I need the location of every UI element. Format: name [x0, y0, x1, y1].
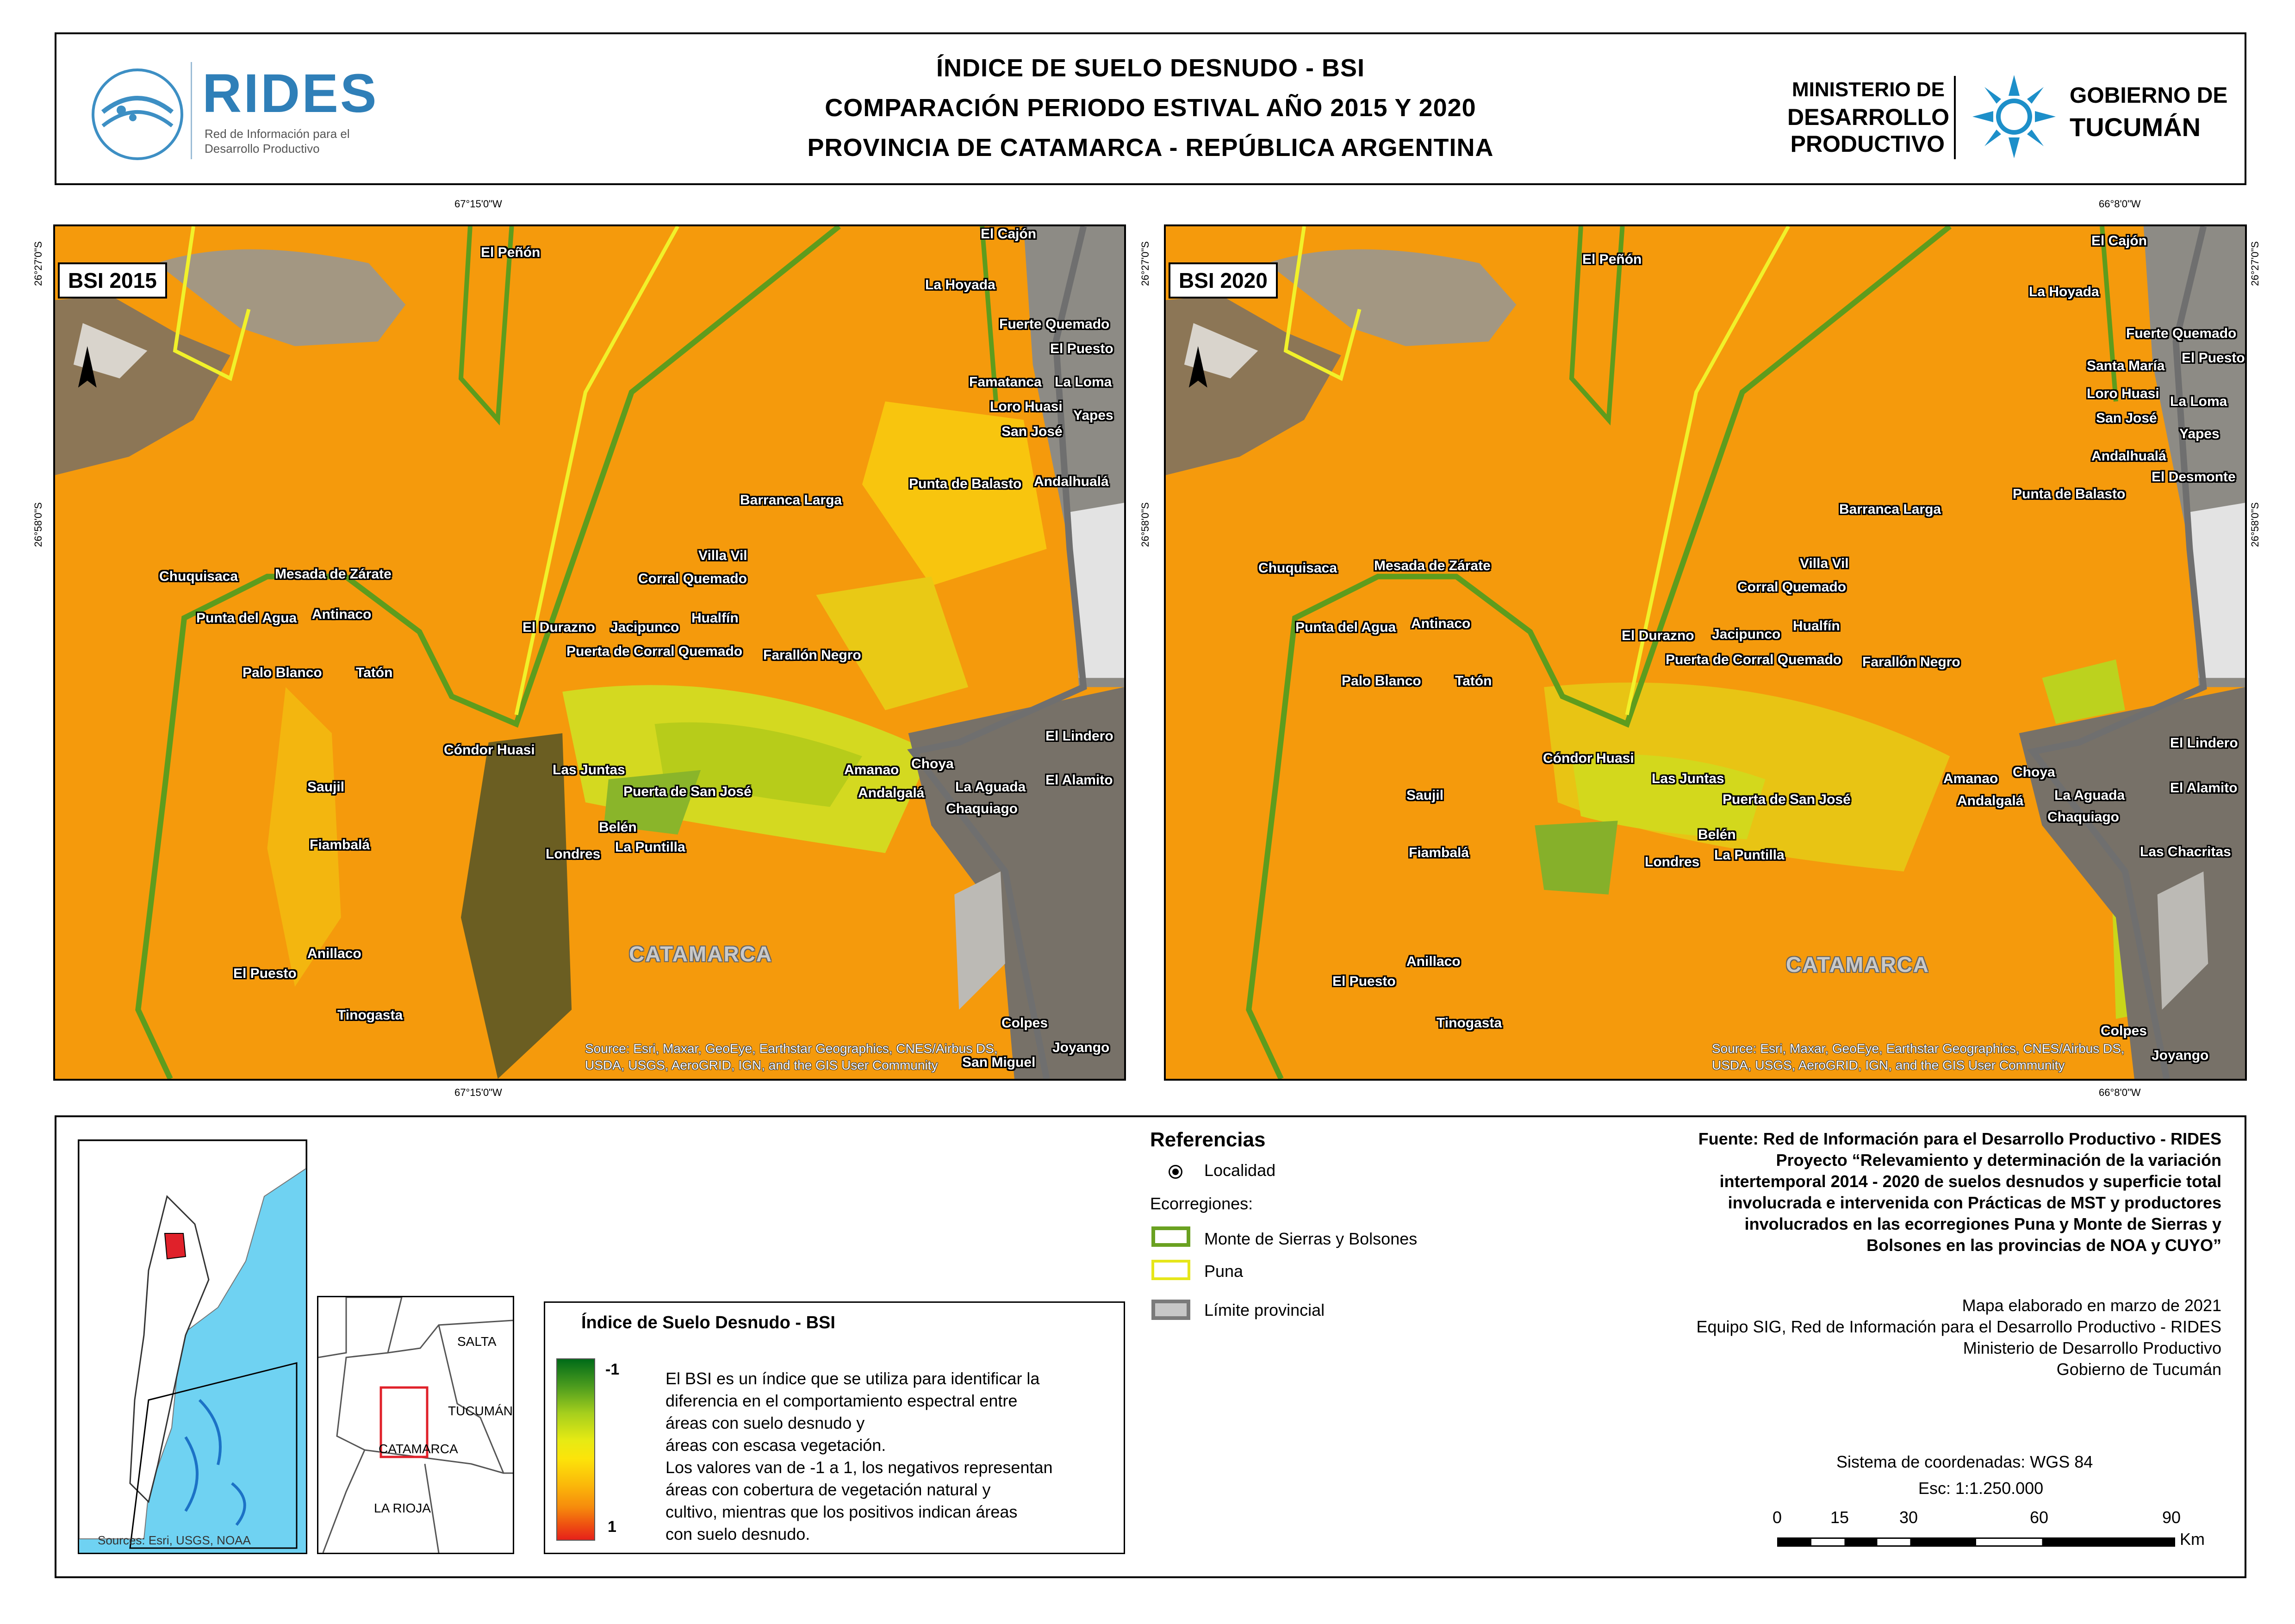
map-credit-2: USDA, USGS, AeroGRID, IGN, and the GIS User Community [585, 1058, 938, 1072]
locality-label: Farallón Negro [1862, 654, 1960, 670]
locality-label: Joyango [2152, 1048, 2209, 1063]
locality-label: El Puesto [233, 966, 297, 981]
bsi-desc-6: áreas con cobertura de vegetación natural y [665, 1480, 991, 1499]
bsi-max-label: 1 [608, 1518, 616, 1536]
locality-label: Londres [1645, 854, 1700, 870]
map-credit-1: Source: Esri, Maxar, GeoEye, Earthstar Geographics, CNES/Airbus DS, [585, 1041, 998, 1056]
province-label: CATAMARCA [629, 942, 773, 966]
locality-label: Punta de Balasto [909, 476, 1022, 492]
locality-label: San José [2096, 411, 2157, 426]
locality-label: El Cajón [981, 226, 1037, 242]
locality-label: El Puesto [2182, 350, 2245, 366]
bsi-desc-3: áreas con suelo desnudo y [665, 1413, 865, 1432]
locality-label: Andalgalá [1957, 793, 2024, 809]
gov-line-2: TUCUMÁN [2070, 112, 2201, 142]
locality-label: Fiambalá [310, 837, 370, 852]
locality-label: Andalhualá [2091, 448, 2166, 464]
right-coord-top: 66°8'0"W [2099, 198, 2141, 210]
legend-locality: Localidad [1204, 1161, 1276, 1180]
ministry-line-1: MINISTERIO DE [1791, 78, 1945, 101]
locality-label: Punta del Agua [196, 610, 297, 626]
ministry-line-3: PRODUCTIVO [1790, 131, 1945, 157]
locality-symbol-icon [1170, 1166, 1181, 1177]
bsi-desc-2: diferencia en el comportamiento espectral entre [665, 1391, 1018, 1410]
locality-label: Chuquisaca [159, 569, 238, 584]
gov-line-1: GOBIERNO DE [2070, 83, 2228, 108]
scale-tick-0: 0 [1773, 1508, 1782, 1527]
header-frame [55, 32, 2246, 185]
locality-label: Anillaco [1406, 954, 1461, 969]
scale-tick-30: 30 [1899, 1508, 1918, 1527]
source-line-1: Fuente: Red de Información para el Desarrollo Productivo - RIDES [1698, 1129, 2221, 1148]
locality-label: El Puesto [1332, 974, 1396, 989]
map-credit-1: Source: Esri, Maxar, GeoEye, Earthstar Geographics, CNES/Airbus DS, [1712, 1041, 2125, 1056]
inset-south-america [78, 1139, 307, 1554]
legend-puna: Puna [1204, 1262, 1244, 1281]
bsi-desc-4: áreas con escasa vegetación. [665, 1436, 886, 1455]
locality-label: Tatón [356, 665, 393, 680]
locality-label: Puerta de San José [1723, 792, 1851, 807]
locality-label: La Loma [1055, 374, 1112, 390]
locality-label: Antinaco [1411, 616, 1471, 631]
locality-label: Hualfín [1793, 618, 1840, 634]
scale-bar [1777, 1537, 2175, 1547]
locality-label: Las Juntas [553, 762, 625, 778]
locality-label: Mesada de Zárate [1374, 558, 1491, 573]
locality-label: Puerta de Corral Quemado [1666, 652, 1842, 667]
locality-label: Anillaco [307, 946, 361, 961]
right-coord-bottom: 66°8'0"W [2099, 1087, 2141, 1098]
locality-label: Andalhualá [1034, 474, 1109, 489]
monte-swatch [1151, 1226, 1190, 1247]
locality-label: Cóndor Huasi [444, 742, 535, 758]
puna-swatch [1151, 1260, 1190, 1280]
locality-label: Colpes [2101, 1023, 2147, 1039]
locality-label: San Miguel [962, 1055, 1036, 1070]
locality-label: El Durazno [522, 620, 595, 635]
locality-label: Choya [2013, 765, 2055, 780]
locality-label: La Puntilla [1714, 847, 1785, 863]
locality-label: Yapes [1073, 408, 1113, 423]
locality-label: Punta de Balasto [2013, 486, 2126, 502]
locality-label: Hualfín [691, 610, 739, 626]
bsi-desc-8: con suelo desnudo. [665, 1524, 810, 1543]
inset-label-salta: SALTA [457, 1334, 497, 1349]
limit-swatch [1151, 1300, 1190, 1320]
source-line-5: involucrados en las ecorregiones Puna y Monte de Sierras y [1744, 1214, 2221, 1233]
locality-label: La Aguada [2054, 788, 2125, 803]
locality-label: Palo Blanco [243, 665, 322, 680]
source-line-4: involucrada e intervenida con Prácticas de MST y productores [1728, 1193, 2221, 1212]
locality-label: Antinaco [312, 607, 372, 622]
legend-monte: Monte de Sierras y Bolsones [1204, 1229, 1418, 1248]
locality-label: Palo Blanco [1342, 673, 1421, 689]
locality-label: Choya [911, 756, 954, 772]
locality-label: El Puesto [1050, 341, 1113, 356]
map-bsi-2020 [1164, 224, 2247, 1081]
bsi-desc-1: El BSI es un índice que se utiliza para identificar la [665, 1369, 1040, 1388]
inset-label-catamarca: CATAMARCA [379, 1442, 458, 1456]
locality-label: El Alamito [2170, 780, 2238, 796]
left-coord-side-top: 26°27'0"S [32, 241, 44, 286]
locality-label: El Cajón [2091, 233, 2147, 249]
left-coord-side-mid: 26°58'0"S [32, 502, 44, 547]
locality-label: El Peñón [481, 245, 541, 260]
locality-label: El Lindero [1045, 728, 1113, 744]
bsi-desc-7: cultivo, mientras que los positivos indican áreas [665, 1502, 1018, 1521]
credit-line-4: Gobierno de Tucumán [2056, 1360, 2221, 1379]
locality-label: Loro Huasi [990, 399, 1063, 414]
credit-line-3: Ministerio de Desarrollo Productivo [1963, 1338, 2221, 1357]
source-line-3: intertemporal 2014 - 2020 de suelos desnudos y superficie total [1719, 1172, 2221, 1191]
locality-label: Puerta de Corral Quemado [566, 644, 743, 659]
locality-label: Andalgalá [858, 785, 925, 801]
locality-label: Amanao [1943, 771, 1998, 786]
legend-ecoregions-title: Ecorregiones: [1150, 1194, 1253, 1213]
locality-label: La Puntilla [615, 840, 685, 855]
province-label: CATAMARCA [1786, 952, 1930, 977]
left-coord-top: 67°15'0"W [454, 198, 502, 210]
locality-label: Punta del Agua [1295, 620, 1396, 635]
left-coord-bottom: 67°15'0"W [454, 1087, 502, 1098]
locality-label: Loro Huasi [2087, 386, 2159, 401]
rides-tagline-1: Red de Información para el [205, 127, 350, 141]
inset-label-la-rioja: LA RIOJA [374, 1501, 431, 1515]
locality-label: Villa Vil [698, 548, 747, 563]
locality-label: El Alamito [1045, 772, 1113, 788]
locality-label: El Peñón [1582, 252, 1642, 267]
scale-unit: Km [2180, 1530, 2205, 1549]
locality-label: Belén [1698, 827, 1736, 842]
scale-tick-90: 90 [2162, 1508, 2181, 1527]
locality-label: El Desmonte [2152, 469, 2236, 485]
locality-label: Famatanca [969, 374, 1042, 390]
locality-label: Barranca Larga [740, 492, 842, 508]
locality-label: Las Chacritas [2140, 844, 2231, 859]
locality-label: Santa María [2087, 358, 2165, 373]
locality-label: La Loma [2170, 394, 2227, 409]
right-edge-coord-top: 26°27'0"S [2249, 241, 2261, 286]
locality-label: La Aguada [955, 779, 1026, 795]
map-title-3: PROVINCIA DE CATAMARCA - REPÚBLICA ARGENTINA [807, 134, 1494, 162]
locality-label: Chaquiago [2047, 809, 2119, 825]
locality-label: Corral Quemado [638, 571, 747, 586]
source-line-2: Proyecto “Relevamiento y determinación de la variación [1776, 1151, 2221, 1170]
source-line-6: Bolsones en las provincias de NOA y CUYO” [1866, 1236, 2221, 1255]
tucuman-sun-icon [1968, 70, 2060, 163]
locality-label: Fiambalá [1409, 845, 1469, 860]
right-edge-coord-mid: 26°58'0"S [2249, 502, 2261, 547]
map-title-2: COMPARACIÓN PERIODO ESTIVAL AÑO 2015 Y 2020 [825, 94, 1476, 122]
bsi-min-label: -1 [605, 1361, 620, 1378]
locality-label: Yapes [2179, 426, 2220, 442]
locality-label: Jacipunco [610, 620, 679, 635]
right-coord-side-top: 26°27'0"S [1139, 241, 1151, 286]
ministry-line-2: DESARROLLO [1787, 104, 1949, 130]
scale-text: Esc: 1:1.250.000 [1918, 1479, 2044, 1498]
map-bsi-2015 [53, 224, 1126, 1081]
locality-label: Saujil [1406, 788, 1444, 803]
right-coord-side-mid: 26°58'0"S [1139, 502, 1151, 547]
locality-label: Jacipunco [1712, 627, 1781, 642]
inset-credit: Sources: Esri, USGS, NOAA [98, 1533, 251, 1547]
rides-logo-name: RIDES [202, 63, 379, 124]
credit-line-2: Equipo SIG, Red de Información para el Desarrollo Productivo - RIDES [1696, 1317, 2221, 1336]
locality-label: El Lindero [2170, 735, 2238, 751]
bsi-legend-box [544, 1301, 1125, 1554]
credit-line-1: Mapa elaborado en marzo de 2021 [1962, 1296, 2221, 1315]
locality-label: Londres [546, 846, 601, 862]
rides-tagline-2: Desarrollo Productivo [205, 142, 320, 156]
locality-label: Colpes [1001, 1015, 1048, 1031]
inset-label-tucuman: TUCUMÁN [448, 1404, 513, 1418]
locality-label: Joyango [1052, 1040, 1110, 1055]
locality-label: San José [1001, 424, 1063, 439]
legend-limit: Límite provincial [1204, 1300, 1325, 1319]
locality-label: Belén [599, 820, 637, 835]
locality-label: Saujil [307, 779, 345, 795]
locality-label: Amanao [844, 762, 899, 778]
locality-label: La Hoyada [925, 277, 995, 292]
crs-text: Sistema de coordenadas: WGS 84 [1836, 1452, 2093, 1471]
locality-label: Chuquisaca [1258, 560, 1337, 576]
locality-label: Cóndor Huasi [1543, 751, 1634, 766]
locality-label: Barranca Larga [1839, 502, 1941, 517]
locality-label: Farallón Negro [763, 647, 861, 663]
map-2020-tag: BSI 2020 [1169, 262, 1278, 299]
locality-label: Fuerte Quemado [2126, 326, 2237, 341]
locality-label: La Hoyada [2029, 284, 2099, 299]
scale-tick-15: 15 [1830, 1508, 1849, 1527]
references-title: Referencias [1150, 1128, 1266, 1151]
locality-label: Tatón [1455, 673, 1492, 689]
bsi-desc-5: Los valores van de -1 a 1, los negativos representan [665, 1458, 1053, 1477]
locality-label: Tinogasta [1437, 1015, 1502, 1031]
map-credit-2: USDA, USGS, AeroGRID, IGN, and the GIS User Community [1712, 1058, 2065, 1072]
scale-tick-60: 60 [2030, 1508, 2049, 1527]
locality-label: Mesada de Zárate [275, 566, 392, 582]
map-title-1: ÍNDICE DE SUELO DESNUDO - BSI [936, 54, 1365, 82]
bsi-legend-title: Índice de Suelo Desnudo - BSI [581, 1313, 835, 1332]
map-2015-tag: BSI 2015 [58, 262, 167, 299]
locality-label: Tinogasta [337, 1008, 403, 1023]
locality-label: El Durazno [1622, 628, 1694, 643]
bsi-color-ramp [556, 1358, 595, 1541]
locality-label: Villa Vil [1800, 556, 1849, 571]
locality-label: Chaquiago [946, 801, 1018, 816]
locality-label: Puerta de San José [623, 784, 752, 799]
locality-label: Las Juntas [1652, 771, 1724, 786]
inset-provinces [317, 1296, 514, 1554]
locality-label: Corral Quemado [1737, 579, 1847, 595]
locality-label: Fuerte Quemado [999, 317, 1110, 332]
